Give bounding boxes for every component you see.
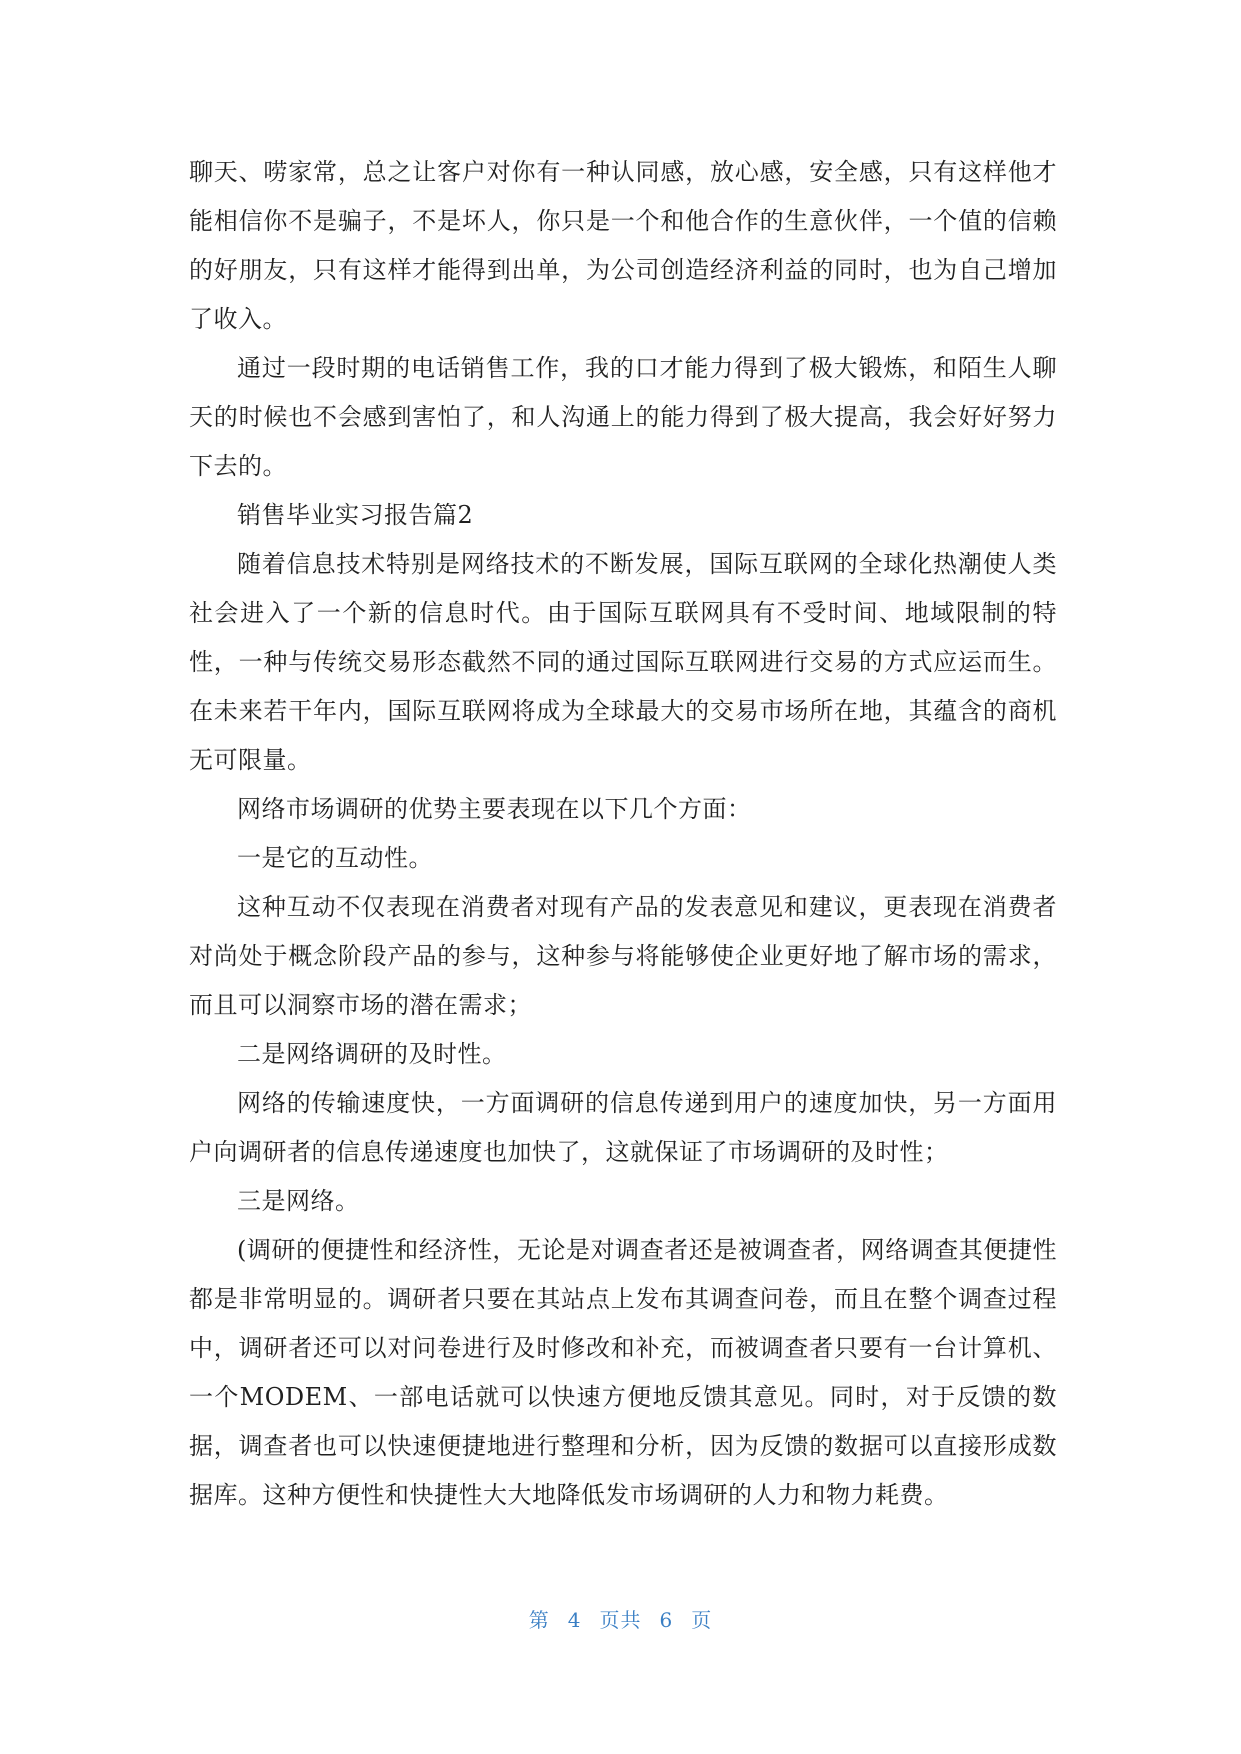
footer-current-page: 4 — [567, 1608, 582, 1632]
footer-prefix: 第 — [528, 1608, 550, 1632]
paragraph-point-three: 三是网络。 — [237, 1187, 360, 1215]
paragraph-advantages-intro: 网络市场调研的优势主要表现在以下几个方面： — [237, 795, 752, 823]
paragraph-phone-sales: 通过一段时期的电话销售工作，我的口才能力得到了极大锻炼，和陌生人聊天的时候也不会感到害怕了，和人沟通上的能力得到了极大提高，我会好好努力下去的。 — [189, 354, 1057, 480]
footer-middle: 页共 — [599, 1608, 642, 1632]
paragraph-interactivity: 这种互动不仅表现在消费者对现有产品的发表意见和建议，更表现在消费者对尚处于概念阶段产品的参与，这种参与将能够使企业更好地了解市场的需求，而且可以洞察市场的潜在需求； — [189, 893, 1057, 1019]
paragraph-point-one: 一是它的互动性。 — [237, 844, 433, 872]
paragraph-point-two: 二是网络调研的及时性。 — [237, 1040, 507, 1068]
page-number-footer — [0, 1606, 1241, 1634]
paragraph-timeliness: 网络的传输速度快，一方面调研的信息传递到用户的速度加快，另一方面用户向调研者的信息传递速度也加快了，这就保证了市场调研的及时性； — [189, 1089, 1057, 1166]
paragraph-continuation: 聊天、唠家常，总之让客户对你有一种认同感，放心感，安全感，只有这样他才能相信你不是骗子，不是坏人，你只是一个和他合作的生意伙伴，一个值的信赖的好朋友，只有这样才能得到出单，为公司创造经济利益的同时，也为自己增加了收入。 — [189, 158, 1057, 333]
footer-suffix: 页 — [691, 1608, 713, 1632]
paragraph-convenience: (调研的便捷性和经济性，无论是对调查者还是被调查者，网络调查其便捷性都是非常明显的。调研者只要在其站点上发布其调查问卷，而且在整个调查过程中，调研者还可以对问卷进行及时修改和补充，而被调查者只要有一台计算机、一个MODEM、一部电话就可以快速方便地反馈其意见。同时，对于反馈的数据，调查者也可以快速便捷地进行整理和分析，因为反馈的数据可以直接形成数据库。这种方便性和快捷性大大地降低发市场调研的人力和物力耗费。 — [189, 1236, 1057, 1509]
section-heading: 销售毕业实习报告篇2 — [237, 501, 474, 529]
footer-total-pages: 6 — [659, 1608, 674, 1632]
paragraph-internet-intro: 随着信息技术特别是网络技术的不断发展，国际互联网的全球化热潮使人类社会进入了一个新的信息时代。由于国际互联网具有不受时间、地域限制的特性，一种与传统交易形态截然不同的通过国际互联网进行交易的方式应运而生。在未来若干年内，国际互联网将成为全球最大的交易市场所在地，其蕴含的商机无可限量。 — [189, 550, 1057, 774]
document-body — [189, 148, 1057, 1520]
